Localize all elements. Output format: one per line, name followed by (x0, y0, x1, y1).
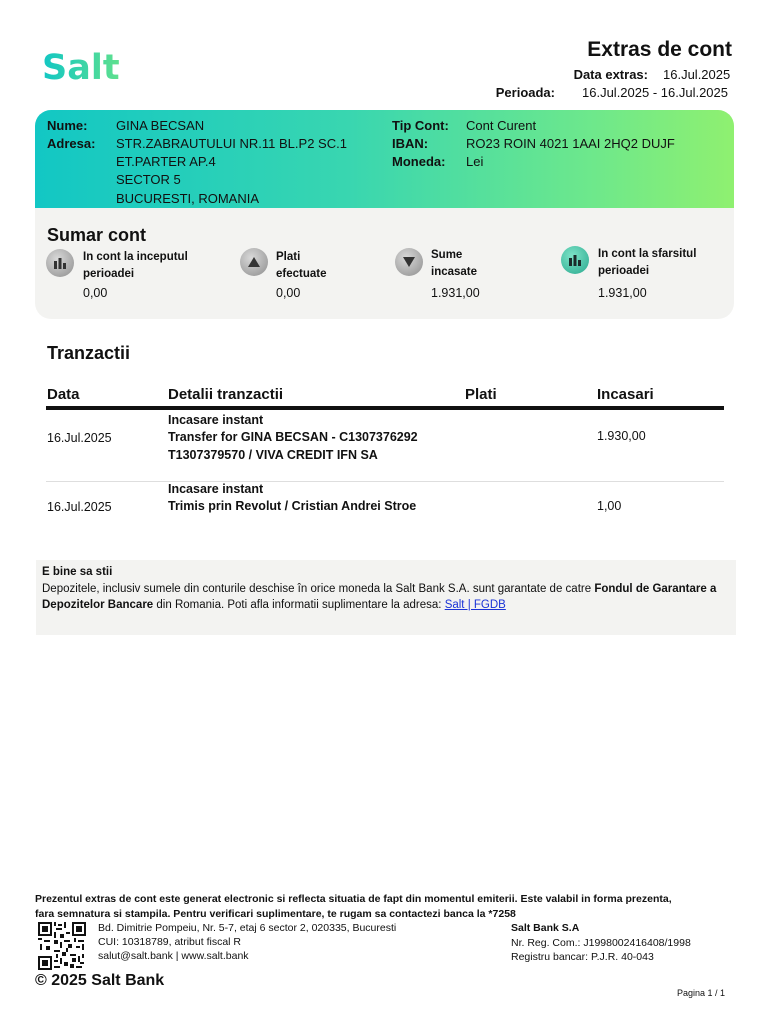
logo-text: Salt (42, 48, 120, 86)
address-label: Adresa: (47, 136, 96, 151)
footer-legal-note: Prezentul extras de cont este generat electronic si reflecta situatia de fapt din momentul emiterii. Este valabil in forma prezenta, fara semnatura si stampila. Pentru verificari suplimentare, te rugam sa contactezi banca la *7258 (35, 893, 672, 920)
summary-receipts-label: Sume incasate (431, 249, 478, 278)
footer-address: Bd. Dimitrie Pompeiu, Nr. 5-7, etaj 6 sector 2, 020335, Bucuresti (98, 922, 397, 934)
row-1-detail-type: Incasare instant (168, 413, 264, 427)
arrow-down-icon (395, 248, 423, 276)
column-header-receipts: Incasari (597, 386, 654, 403)
fgdb-link[interactable]: Salt | FGDB (444, 599, 506, 611)
summary-closing-value: 1.931,00 (598, 286, 647, 300)
salt-logo (42, 46, 122, 86)
column-header-date: Data (47, 386, 80, 403)
row-1-receipts: 1.930,00 (597, 429, 646, 443)
address-line: STR.ZABRAUTULUI NR.11 BL.P2 SC.1 (116, 136, 347, 151)
footer-contact: salut@salt.bank | www.salt.bank (98, 950, 249, 962)
iban-label: IBAN: (392, 136, 429, 151)
footer-company: Salt Bank S.A (511, 922, 580, 934)
row-2-receipts: 1,00 (597, 499, 622, 513)
page-title: Extras de cont (587, 38, 732, 61)
statement-date-value: 16.Jul.2025 (663, 67, 731, 82)
iban-value: RO23 ROIN 4021 1AAI 2HQ2 DUJF (466, 136, 675, 151)
row-2-detail-line: Trimis prin Revolut / Cristian Andrei Stroe (168, 499, 417, 513)
name-label: Nume: (47, 118, 88, 133)
account-type-value: Cont Curent (466, 118, 537, 133)
arrow-up-icon (240, 248, 268, 276)
column-header-details: Detalii tranzactii (168, 386, 284, 403)
summary-opening-value: 0,00 (83, 286, 108, 300)
summary-payments-value: 0,00 (276, 286, 301, 300)
summary-opening-label: In cont la inceputul perioadei (83, 251, 188, 280)
info-text: Depozitele, inclusiv sumele din conturile deschise în orice moneda la Salt Bank S.A. sunt garantate de catre Fondul de Garantare a Depozitelor Bancare din Romania. Poti afla informatii suplimentare la adresa: Salt | FGDB (42, 583, 717, 611)
account-type-label: Tip Cont: (392, 118, 449, 133)
fgdb-name: Fondul de Garantare a Depozitelor Bancare (42, 583, 717, 611)
row-separator (46, 481, 724, 482)
qr-code (38, 922, 86, 970)
summary-closing-label: In cont la sfarsitul perioadei (598, 248, 697, 277)
table-header-rule (46, 406, 724, 410)
summary-title: Sumar cont (47, 225, 147, 245)
page-number: Pagina 1 / 1 (676, 988, 725, 998)
row-1-date: 16.Jul.2025 (47, 431, 112, 445)
address-line: ET.PARTER AP.4 (116, 154, 216, 169)
period-value: 16.Jul.2025 - 16.Jul.2025 (582, 85, 728, 100)
statement-date-label: Data extras: (573, 67, 648, 82)
row-2-detail-type: Incasare instant (168, 482, 264, 496)
summary-payments-label: Plati efectuate (276, 251, 327, 280)
name-value: GINA BECSAN (116, 118, 205, 133)
currency-label: Moneda: (392, 154, 446, 169)
row-2-date: 16.Jul.2025 (47, 500, 112, 514)
transactions-title: Tranzactii (47, 343, 131, 363)
row-1-detail-line: Transfer for GINA BECSAN - C1307376292 (168, 430, 418, 444)
bar-chart-icon (46, 249, 74, 277)
footer-bank-reg: Registru bancar: P.J.R. 40-043 (511, 951, 654, 963)
address-line: SECTOR 5 (116, 172, 181, 187)
period-label: Perioada: (495, 85, 555, 100)
info-title: E bine sa stii (42, 566, 113, 578)
summary-receipts-value: 1.931,00 (431, 286, 480, 300)
address-line: BUCURESTI, ROMANIA (116, 191, 260, 206)
row-1-detail-line: T1307379570 / VIVA CREDIT IFN SA (168, 448, 378, 462)
copyright: © 2025 Salt Bank (35, 972, 165, 989)
bar-chart-icon (561, 246, 589, 274)
currency-value: Lei (466, 154, 484, 169)
column-header-payments: Plati (465, 386, 497, 403)
footer-reg: Nr. Reg. Com.: J1998002416408/1998 (511, 937, 691, 949)
footer-cui: CUI: 10318789, atribut fiscal R (98, 936, 241, 948)
